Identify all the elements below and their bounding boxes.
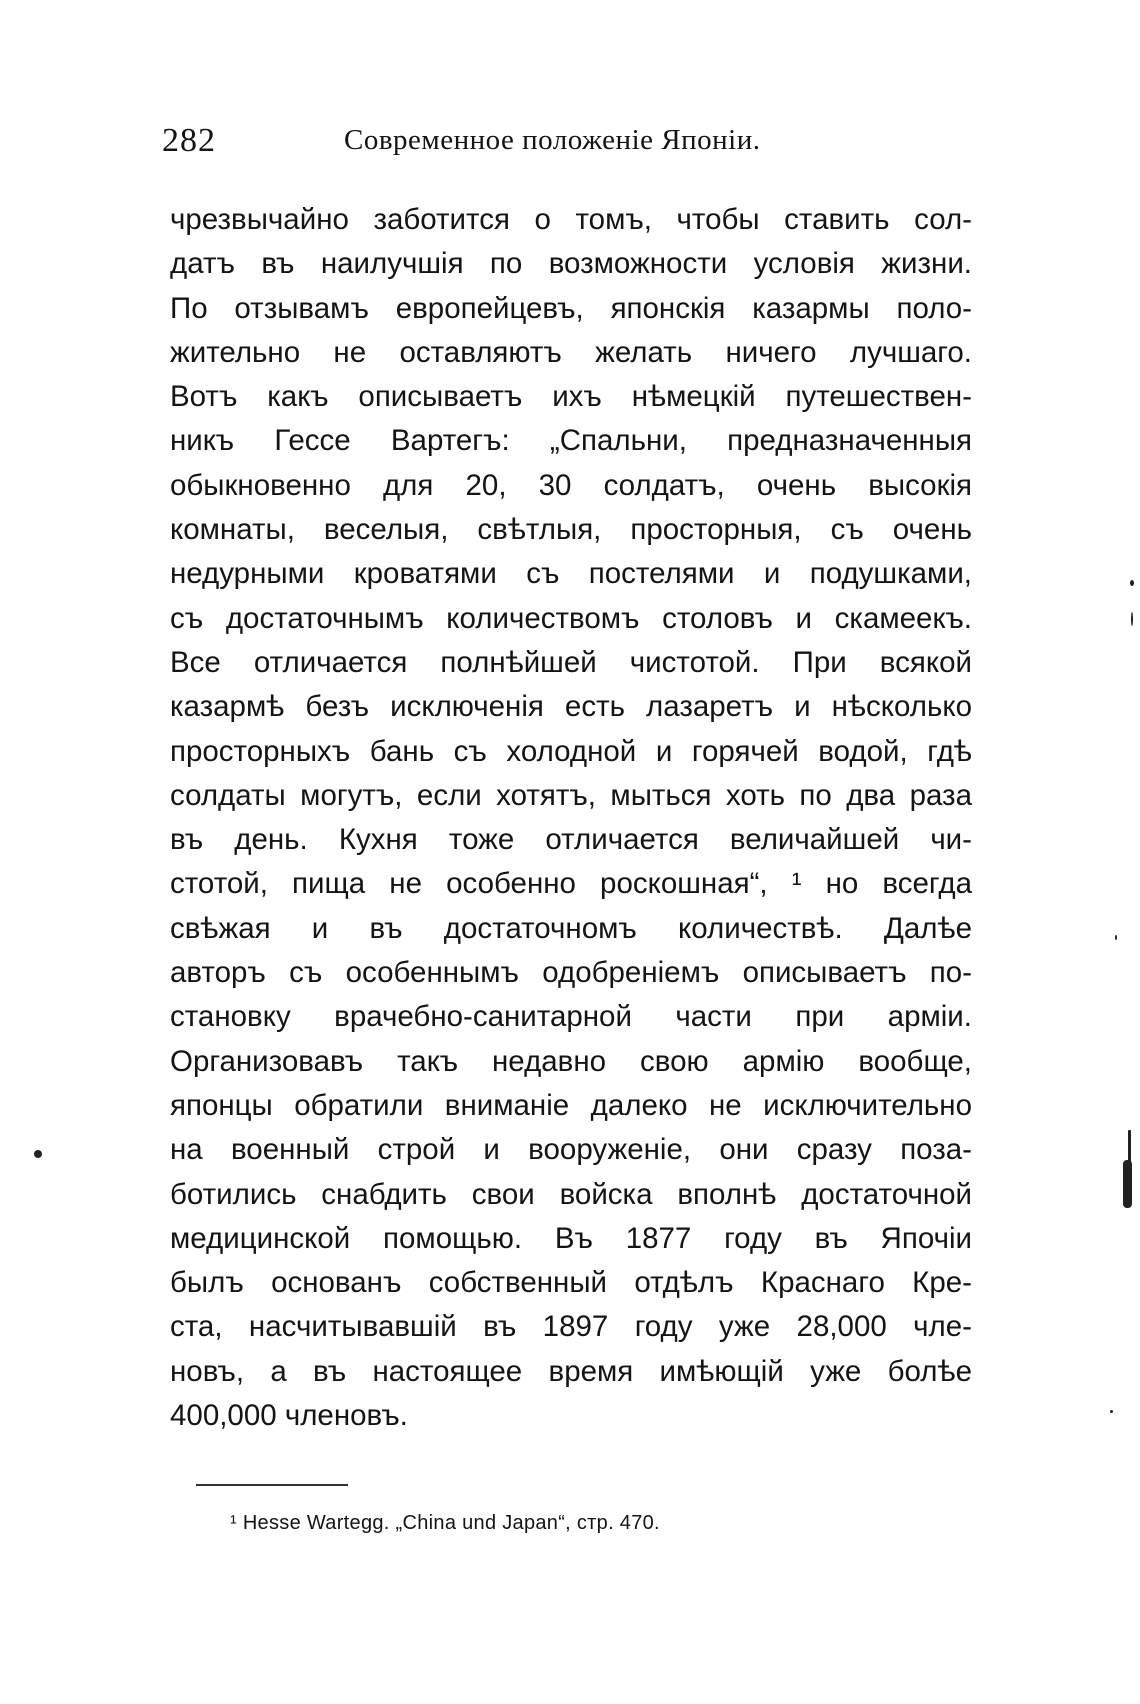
text-line: становку врачебно-санитарной части при арміи. <box>170 1000 972 1034</box>
page-number: 282 <box>162 122 216 159</box>
text-line: жительно не оставляютъ желать ничего лучшаго. <box>170 335 972 369</box>
text-line: 400,000 членовъ. <box>170 1399 408 1433</box>
text-line: Вотъ какъ описываетъ ихъ нѣмецкій путешествен- <box>170 380 972 414</box>
text-line: на военный строй и вооруженіе, они сразу поза- <box>170 1133 972 1167</box>
text-line: ста, насчитывавшій въ 1897 году уже 28,000 чле- <box>170 1310 972 1344</box>
text-line: датъ въ наилучшія по возможности условія жизни. <box>170 247 972 281</box>
text-line: недурными кроватями съ постелями и подушками, <box>170 557 972 591</box>
scan-speck <box>34 1150 42 1158</box>
footnote-divider <box>196 1484 348 1486</box>
body-text <box>170 198 972 1438</box>
text-line: авторъ съ особеннымъ одобреніемъ описываетъ по- <box>170 956 972 990</box>
text-line: просторныхъ бань съ холодной и горячей водой, гдѣ <box>170 734 972 768</box>
scan-speck <box>1131 612 1133 626</box>
text-line: комнаты, веселыя, свѣтлыя, просторныя, съ очень <box>170 513 972 547</box>
text-line: Все отличается полнѣйшей чистотой. При всякой <box>170 645 972 679</box>
scan-speck <box>1130 580 1134 586</box>
text-line: Организовавъ такъ недавно свою армію вообще, <box>170 1044 972 1078</box>
text-line: новъ, а въ настоящее время имѣющій уже болѣе <box>170 1354 972 1388</box>
text-line: въ день. Кухня тоже отличается величайшей чи- <box>170 823 972 857</box>
scan-speck <box>1110 1410 1113 1413</box>
scan-speck <box>1123 1160 1132 1208</box>
text-line: По отзывамъ европейцевъ, японскія казармы поло- <box>170 291 972 325</box>
text-line: съ достаточнымъ количествомъ столовъ и скамеекъ. <box>170 601 972 635</box>
text-line: обыкновенно для 20, 30 солдатъ, очень высокія <box>170 468 972 502</box>
text-line: казармѣ безъ исключенія есть лазаретъ и нѣсколько <box>170 690 972 724</box>
text-line: чрезвычайно заботится о томъ, чтобы ставить сол- <box>170 203 972 236</box>
text-line: медицинской помощью. Въ 1877 году въ Япочіи <box>170 1221 972 1255</box>
text-line: солдаты могутъ, если хотятъ, мыться хоть по два раза <box>170 778 972 812</box>
text-line: свѣжая и въ достаточномъ количествѣ. Далѣе <box>170 911 972 945</box>
text-line: стотой, пища не особенно роскошная“, ¹ но всегда <box>170 867 972 901</box>
text-line: японцы обратили вниманіе далеко не исключительно <box>170 1088 972 1122</box>
footnote: ¹ Hesse Wartegg. „China und Japan“, стр. 470. <box>230 1512 660 1534</box>
running-title: Современное положеніе Японіи. <box>344 124 761 156</box>
text-line: ботились снабдить свои войска вполнѣ достаточной <box>170 1177 972 1211</box>
scan-speck <box>1115 935 1117 940</box>
text-line: былъ основанъ собственный отдѣлъ Краснаго Кре- <box>170 1266 972 1300</box>
text-line: никъ Гессе Вартегъ: „Спальни, предназначенныя <box>170 424 972 458</box>
